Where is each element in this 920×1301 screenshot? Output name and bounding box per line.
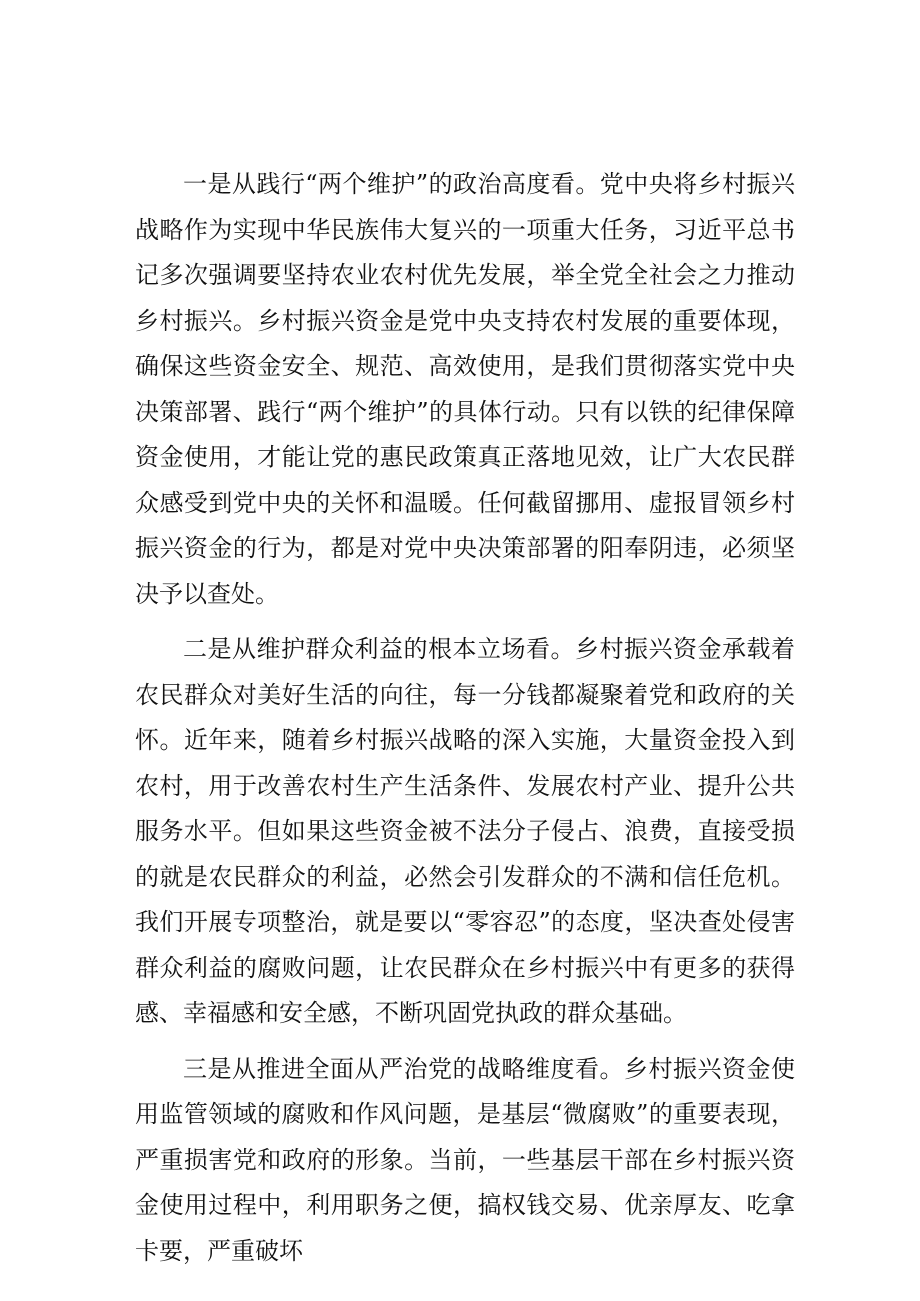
document-body <box>135 162 795 1274</box>
paragraph-3: 三是从推进全面从严治党的战略维度看。乡村振兴资金使用监管领域的腐败和作风问题，是基层“微腐败”的重要表现，严重损害党和政府的形象。当前，一些基层干部在乡村振兴资金使用过程中，利用职务之便，搞权钱交易、优亲厚友、吃拿卡要，严重破坏 <box>135 1054 795 1265</box>
paragraph-1: 一是从践行“两个维护”的政治高度看。党中央将乡村振兴战略作为实现中华民族伟大复兴的一项重大任务，习近平总书记多次强调要坚持农业农村优先发展，举全党全社会之力推动乡村振兴。乡村振兴资金是党中央支持农村发展的重要体现，确保这些资金安全、规范、高效使用，是我们贯彻落实党中央决策部署、践行“两个维护”的具体行动。只有以铁的纪律保障资金使用，才能让党的惠民政策真正落地见效，让广大农民群众感受到党中央的关怀和温暖。任何截留挪用、虚报冒领乡村振兴资金的行为，都是对党中央决策部署的阳奉阴违，必须坚决予以查处。 <box>135 170 795 608</box>
paragraph-2: 二是从维护群众利益的根本立场看。乡村振兴资金承载着农民群众对美好生活的向往，每一分钱都凝聚着党和政府的关怀。近年来，随着乡村振兴战略的深入实施，大量资金投入到农村，用于改善农村生产生活条件、发展农村产业、提升公共服务水平。但如果这些资金被不法分子侵占、浪费，直接受损的就是农民群众的利益，必然会引发群众的不满和信任危机。我们开展专项整治，就是要以“零容忍”的态度，坚决查处侵害群众利益的腐败问题，让农民群众在乡村振兴中有更多的获得感、幸福感和安全感，不断巩固党执政的群众基础。 <box>135 635 795 1027</box>
